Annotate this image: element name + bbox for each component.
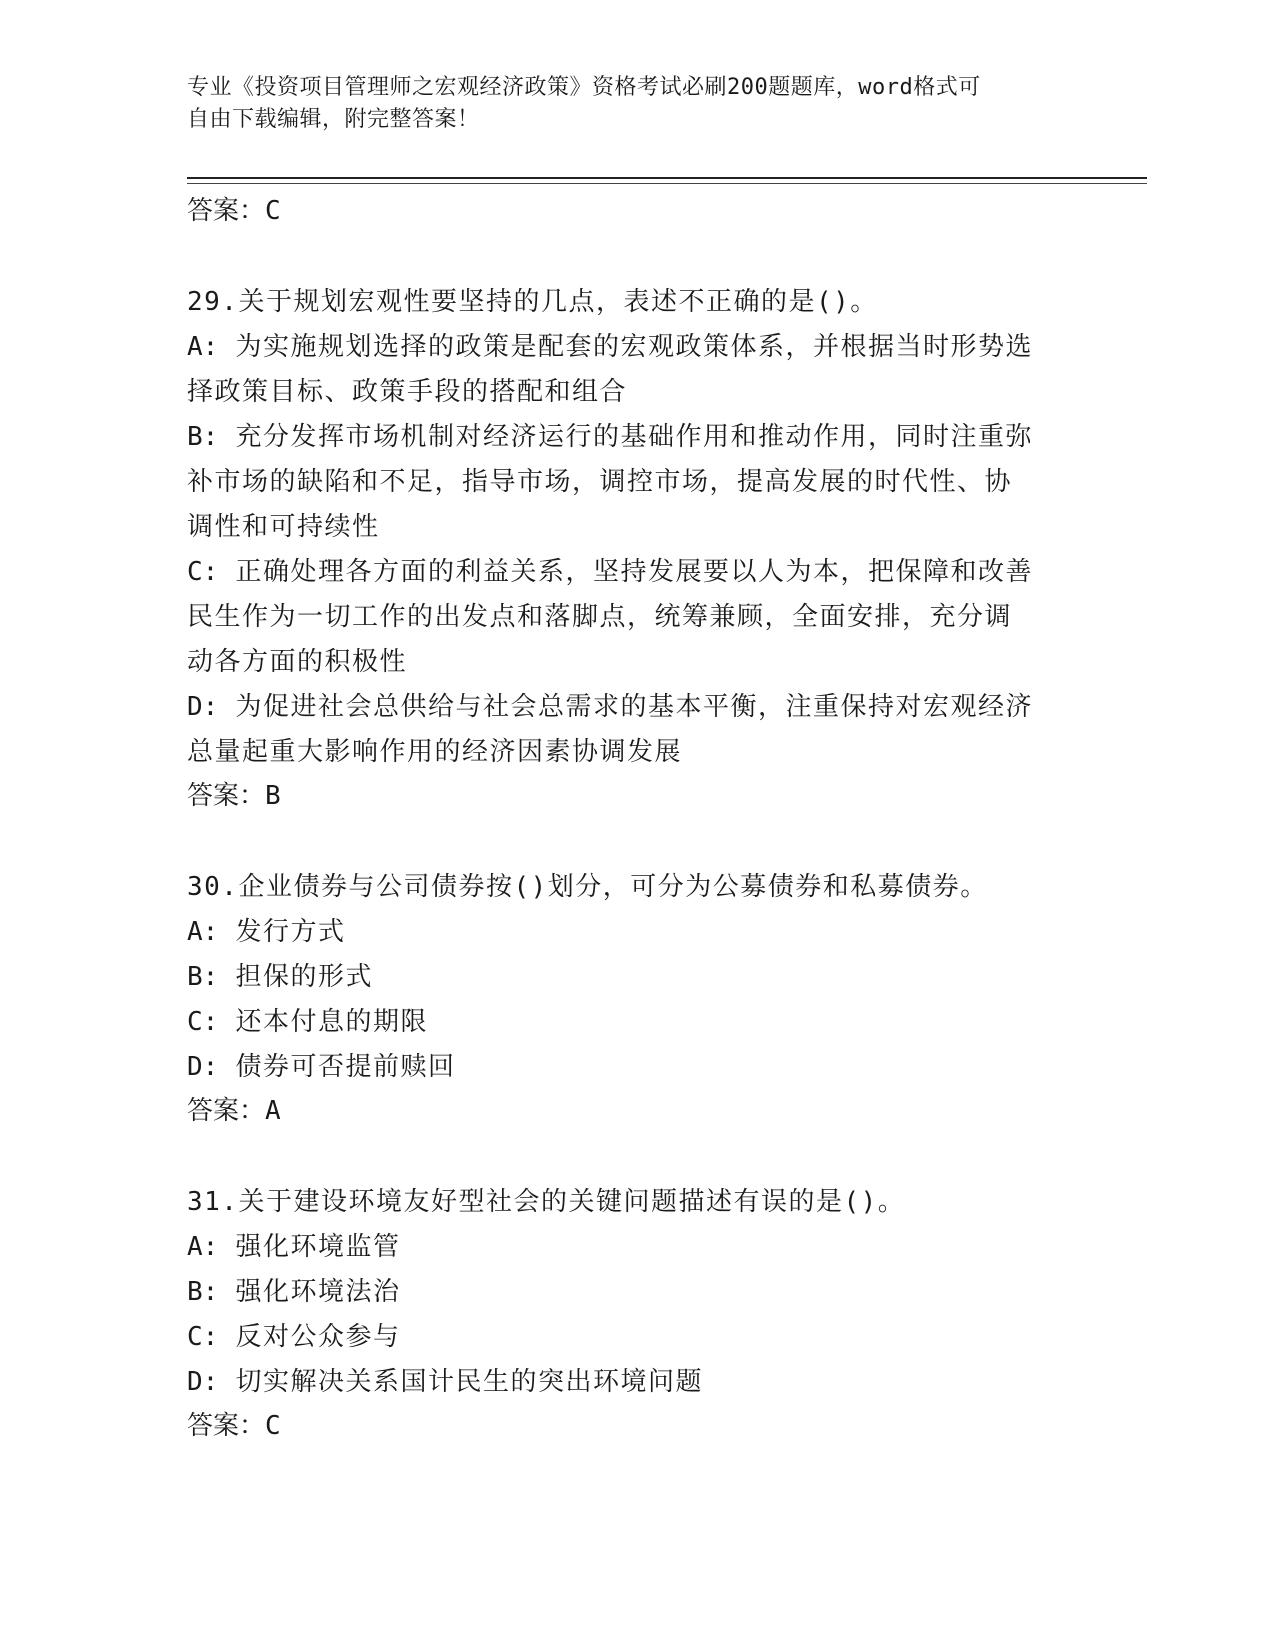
option-text-line: 正确处理各方面的利益关系，坚持发展要以人为本，把保障和改善 xyxy=(218,557,1033,587)
answer-label: 答案： xyxy=(187,781,266,811)
option-c xyxy=(187,1000,1067,1045)
option-text-line: 强化环境法治 xyxy=(218,1277,401,1307)
question-answer xyxy=(187,775,1067,817)
option-key: C: xyxy=(187,1007,219,1037)
option-text-line: 反对公众参与 xyxy=(218,1322,401,1352)
answer-label: 答案： xyxy=(187,1411,266,1441)
question-stem: 30.企业债券与公司债券按()划分，可分为公募债券和私募债券。 xyxy=(187,872,988,902)
option-d xyxy=(187,1045,1067,1090)
option-b-continuation: 调性和可持续性 xyxy=(187,512,380,542)
question-29 xyxy=(187,280,1067,817)
question-30 xyxy=(187,865,1067,1132)
option-a-continuation: 择政策目标、政策手段的搭配和组合 xyxy=(187,377,628,407)
option-a xyxy=(187,1225,1067,1270)
answer-value: C xyxy=(265,196,281,226)
header-divider-thick xyxy=(187,177,1147,179)
question-stem: 29.关于规划宏观性要坚持的几点，表述不正确的是()。 xyxy=(187,287,878,317)
option-c-continuation: 民生作为一切工作的出发点和落脚点，统筹兼顾，全面安排，充分调 xyxy=(187,602,1013,632)
question-31 xyxy=(187,1180,1067,1447)
header-line-2: 自由下载编辑，附完整答案！ xyxy=(187,107,480,132)
option-key: C: xyxy=(187,1322,219,1352)
option-key: A: xyxy=(187,332,219,362)
option-d xyxy=(187,1360,1067,1405)
option-a xyxy=(187,325,1067,370)
option-key: D: xyxy=(187,1052,219,1082)
document-header xyxy=(187,72,1067,136)
option-key: A: xyxy=(187,1232,219,1262)
option-c xyxy=(187,1315,1067,1360)
option-text-line: 还本付息的期限 xyxy=(218,1007,428,1037)
option-text-line: 债券可否提前赎回 xyxy=(218,1052,456,1082)
option-b xyxy=(187,955,1067,1000)
option-text-line: 充分发挥市场机制对经济运行的基础作用和推动作用，同时注重弥 xyxy=(218,422,1033,452)
question-stem: 31.关于建设环境友好型社会的关键问题描述有误的是()。 xyxy=(187,1187,906,1217)
option-b xyxy=(187,415,1067,460)
option-key: B: xyxy=(187,1277,219,1307)
option-key: B: xyxy=(187,962,219,992)
option-b xyxy=(187,1270,1067,1315)
answer-value: C xyxy=(265,1411,281,1441)
option-text-line: 切实解决关系国计民生的突出环境问题 xyxy=(218,1367,703,1397)
header-line-1: 专业《投资项目管理师之宏观经济政策》资格考试必刷200题题库，word格式可 xyxy=(187,75,981,100)
question-answer xyxy=(187,1090,1067,1132)
question-answer xyxy=(187,1405,1067,1447)
option-text-line: 为促进社会总供给与社会总需求的基本平衡，注重保持对宏观经济 xyxy=(218,692,1033,722)
option-b-continuation: 补市场的缺陷和不足，指导市场，调控市场，提高发展的时代性、协 xyxy=(187,467,1013,497)
option-key: A: xyxy=(187,917,219,947)
option-d-continuation: 总量起重大影响作用的经济因素协调发展 xyxy=(187,737,683,767)
question-list xyxy=(187,190,1067,1447)
option-key: D: xyxy=(187,692,219,722)
option-d xyxy=(187,685,1067,730)
option-text-line: 发行方式 xyxy=(218,917,346,947)
answer-label: 答案： xyxy=(187,196,266,226)
option-key: C: xyxy=(187,557,219,587)
option-c xyxy=(187,550,1067,595)
answer-value: A xyxy=(265,1096,281,1126)
previous-answer xyxy=(187,190,1067,232)
option-text-line: 担保的形式 xyxy=(218,962,373,992)
option-a xyxy=(187,910,1067,955)
header-divider-thin xyxy=(187,183,1147,184)
option-text-line: 强化环境监管 xyxy=(218,1232,401,1262)
option-text-line: 为实施规划选择的政策是配套的宏观政策体系，并根据当时形势选 xyxy=(218,332,1033,362)
option-key: D: xyxy=(187,1367,219,1397)
option-key: B: xyxy=(187,422,219,452)
option-c-continuation: 动各方面的积极性 xyxy=(187,647,408,677)
answer-label: 答案： xyxy=(187,1096,266,1126)
answer-value: B xyxy=(265,781,281,811)
